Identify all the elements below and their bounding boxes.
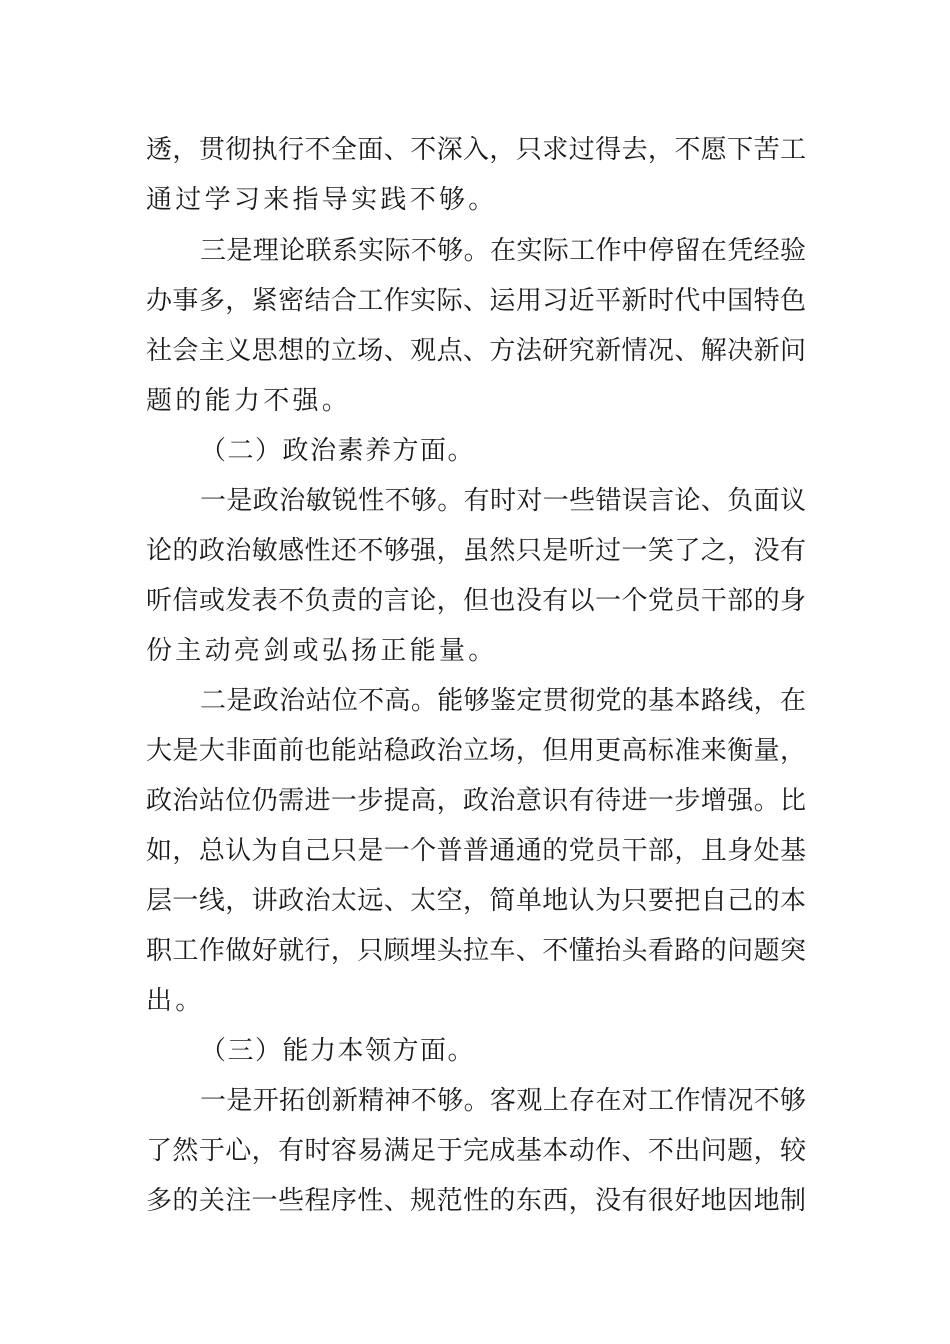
text-line: 多的关注一些程序性、规范性的东西，没有很好地因地制 bbox=[146, 1186, 806, 1216]
text-line: 政治站位仍需进一步提高，政治意识有待进一步增强。比 bbox=[146, 786, 806, 816]
text-line: 题的能力不强。 bbox=[146, 386, 352, 416]
text-line: 大是大非面前也能站稳政治立场，但用更高标准来衡量， bbox=[146, 736, 806, 766]
text-line: 通过学习来指导实践不够。 bbox=[146, 185, 498, 215]
text-line: 了然于心，有时容易满足于完成基本动作、不出问题，较 bbox=[146, 1136, 806, 1166]
text-line: 一是开拓创新精神不够。客观上存在对工作情况不够 bbox=[200, 1086, 806, 1116]
text-line: 一是政治敏锐性不够。有时对一些错误言论、负面议 bbox=[200, 486, 806, 516]
section-heading: （三）能力本领方面。 bbox=[200, 1036, 476, 1066]
text-line: 出。 bbox=[146, 986, 205, 1016]
text-line: 二是政治站位不高。能够鉴定贯彻党的基本路线，在 bbox=[200, 686, 806, 716]
section-heading: （二）政治素养方面。 bbox=[200, 436, 476, 466]
text-line: 层一线，讲政治太远、太空，简单地认为只要把自己的本 bbox=[146, 886, 806, 916]
text-line: 办事多，紧密结合工作实际、运用习近平新时代中国特色 bbox=[146, 286, 806, 316]
text-line: 份主动亮剑或弘扬正能量。 bbox=[146, 636, 498, 666]
text-line: 如，总认为自己只是一个普普通通的党员干部，且身处基 bbox=[146, 836, 806, 866]
text-line: 三是理论联系实际不够。在实际工作中停留在凭经验 bbox=[200, 236, 806, 266]
text-line: 社会主义思想的立场、观点、方法研究新情况、解决新问 bbox=[146, 336, 806, 366]
text-line: 职工作做好就行，只顾埋头拉车、不懂抬头看路的问题突 bbox=[146, 936, 806, 966]
text-line: 论的政治敏感性还不够强，虽然只是听过一笑了之，没有 bbox=[146, 536, 806, 566]
text-line: 透，贯彻执行不全面、不深入，只求过得去，不愿下苦工 bbox=[146, 135, 806, 165]
text-line: 听信或发表不负责的言论，但也没有以一个党员干部的身 bbox=[146, 586, 806, 616]
